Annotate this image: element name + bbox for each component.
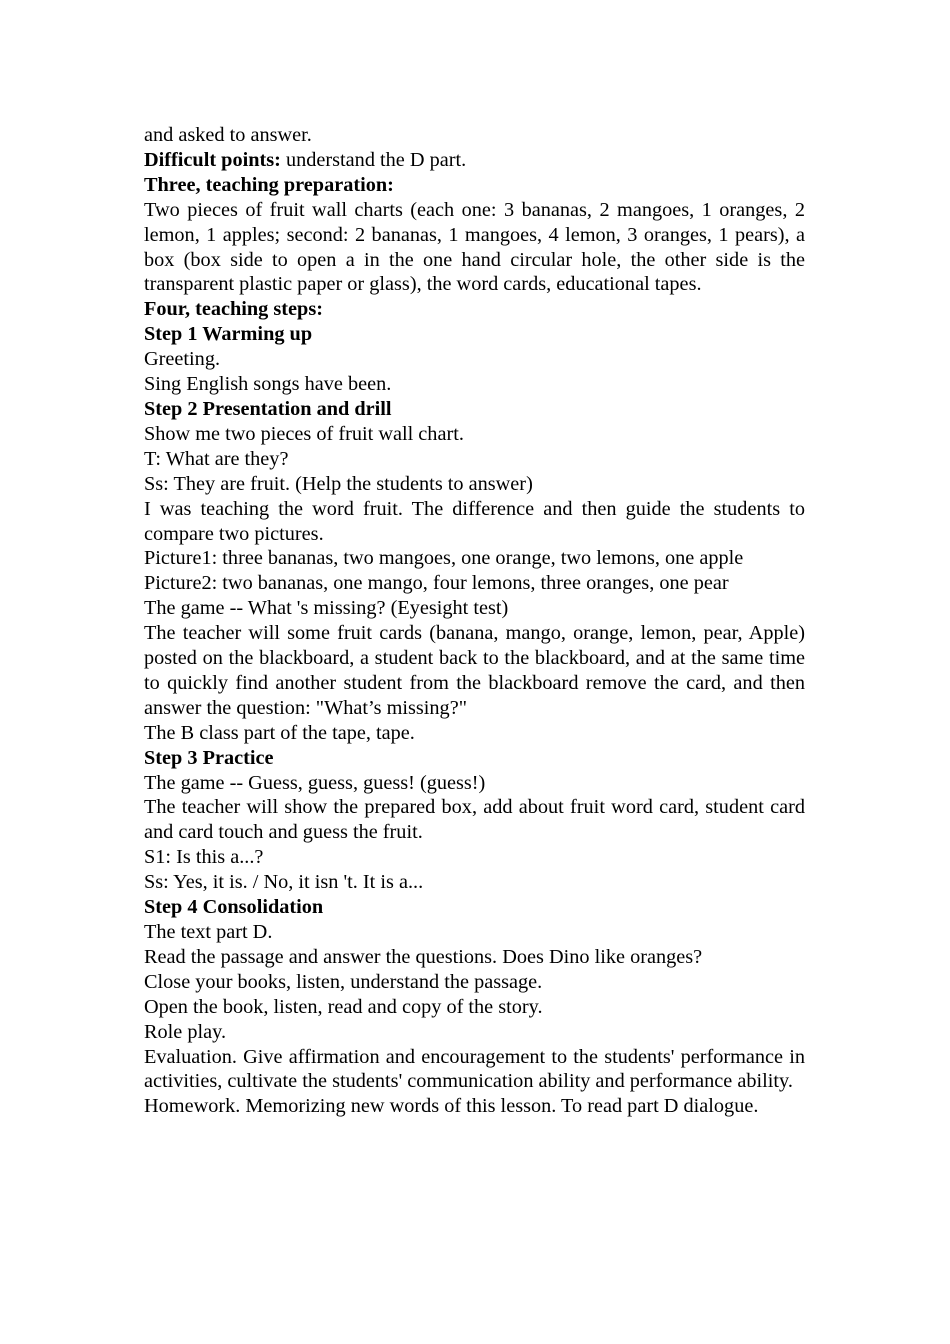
step4-line: Role play.: [144, 1020, 227, 1043]
difficult-points-text: understand the D part.: [280, 148, 467, 171]
preparation-text: Two pieces of fruit wall charts (each one: 3 bananas, 2 mangoes, 1 oranges, 2 lemon, 1 apples; second: 2 bananas, 1 mangoes, 4 lemon, 3 oranges, 1 pears), a box (box side to open a in the one hand circular hole, the other side is the transparent plastic paper or glass), the word cards, educational tapes.: [144, 198, 805, 296]
preparation-heading: Three, teaching preparation:: [144, 173, 394, 196]
step3-line: S1: Is this a...?: [144, 846, 264, 869]
difficult-points: [144, 148, 805, 173]
step2-line: The B class part of the tape, tape.: [144, 721, 415, 744]
step3-heading: Step 3 Practice: [144, 746, 274, 769]
step4-line: The text part D.: [144, 921, 273, 943]
step4-heading: Step 4 Consolidation: [144, 896, 324, 919]
step3-line: The game -- Guess, guess, guess! (guess!): [144, 771, 486, 794]
step2-line: T: What are they?: [144, 447, 289, 470]
step4-paragraph: Evaluation. Give affirmation and encouragement to the students' performance in activities, cultivate the students' communication ability and performance ability.: [144, 1045, 805, 1093]
intro-line: and asked to answer.: [144, 124, 312, 146]
step4-line: Close your books, listen, understand the passage.: [144, 970, 543, 993]
step2-line: Picture1: three bananas, two mangoes, one orange, two lemons, one apple: [144, 547, 744, 570]
step2-paragraph: I was teaching the word fruit. The difference and then guide the students to compare two pictures.: [144, 497, 805, 545]
step3-line: Ss: Yes, it is. / No, it isn 't. It is a...: [144, 871, 424, 894]
step2-line: Show me two pieces of fruit wall chart.: [144, 422, 464, 445]
step3-paragraph: The teacher will show the prepared box, add about fruit word card, student card and card touch and guess the fruit.: [144, 796, 805, 844]
step1-line: Greeting.: [144, 348, 221, 371]
step4-line: Open the book, listen, read and copy of the story.: [144, 995, 543, 1018]
step2-line: The game -- What 's missing? (Eyesight test): [144, 597, 509, 620]
step4-paragraph: Homework. Memorizing new words of this lesson. To read part D dialogue.: [144, 1095, 759, 1118]
step2-line: Ss: They are fruit. (Help the students to answer): [144, 472, 533, 495]
step2-paragraph: The teacher will some fruit cards (banana, mango, orange, lemon, pear, Apple) posted on the blackboard, a student back to the blackboard, and at the same time to quickly find another student from the blackboard remove the card, and then answer the question: "What’s missing?": [144, 622, 805, 719]
step2-line: Picture2: two bananas, one mango, four lemons, three oranges, one pear: [144, 572, 729, 595]
step2-heading: Step 2 Presentation and drill: [144, 397, 392, 420]
step4-line: Read the passage and answer the questions. Does Dino like oranges?: [144, 945, 703, 968]
step1-heading: Step 1 Warming up: [144, 323, 313, 346]
document-page: [144, 123, 805, 1119]
step1-line: Sing English songs have been.: [144, 373, 392, 396]
steps-heading: Four, teaching steps:: [144, 298, 323, 321]
difficult-points-label: Difficult points:: [144, 148, 281, 171]
